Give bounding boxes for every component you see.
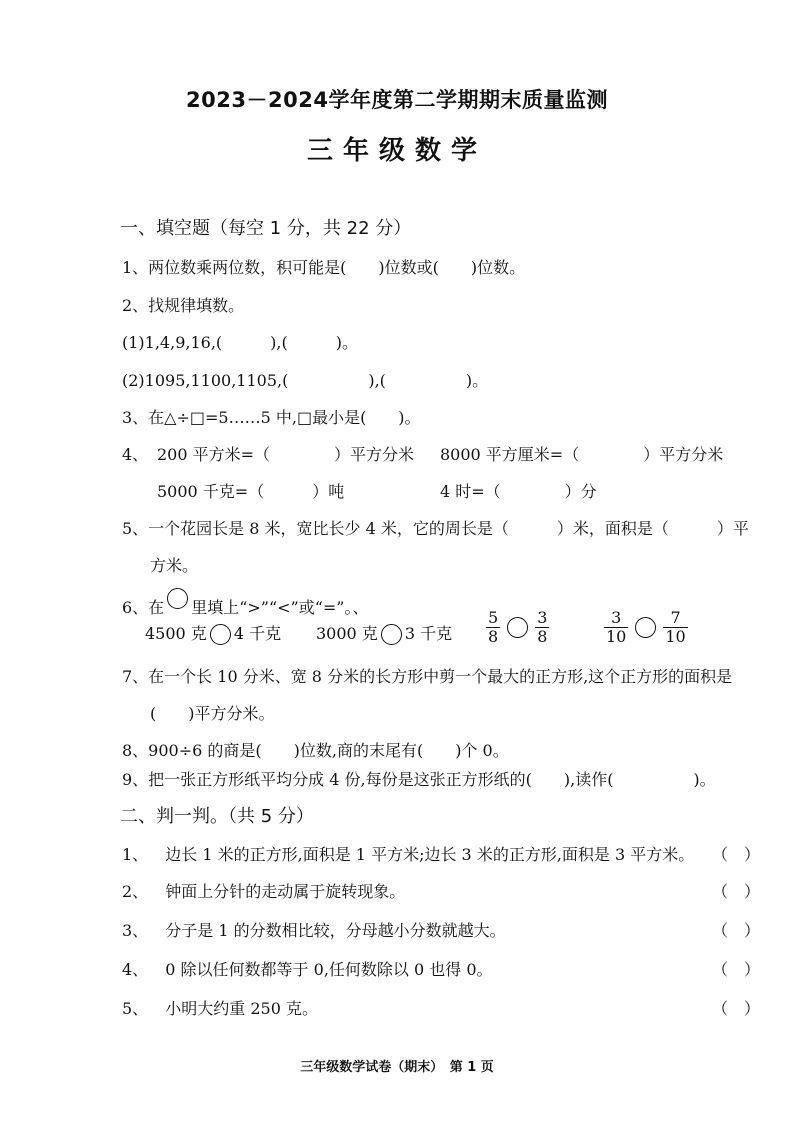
question-4-number: 4、 (122, 445, 149, 464)
compare-b-left: 3000 克 (316, 624, 378, 643)
question-6-prefix: 6、在 (122, 598, 165, 617)
exam-title: 2023－2024学年度第二学期期末质量监测 (186, 88, 608, 112)
judge-item-text: 边长 1 米的正方形,面积是 1 平方米;边长 3 米的正方形,面积是 3 平方米。 (165, 845, 695, 864)
judge-item-text: 0 除以任何数都等于 0,任何数除以 0 也得 0。 (165, 960, 493, 979)
judge-answer-paren[interactable]: （ ） (712, 845, 761, 864)
judge-item-number: 4、 (122, 960, 149, 979)
question-3: 3、在△÷□=5……5 中,□最小是( )。 (122, 408, 421, 427)
question-7-line-2: ( )平方分米。 (150, 704, 275, 723)
section2-heading: 二、判一判。（共 5 分） (120, 806, 314, 827)
judge-item-text: 分子是 1 的分数相比较，分母越小分数就越大。 (165, 921, 506, 940)
fraction-c-right (535, 609, 549, 646)
judge-item (122, 918, 506, 941)
question-5-line-2: 方米。 (150, 556, 199, 575)
question-4-time-conversion: 4 时=（ ）分 (440, 482, 597, 501)
compare-b-right: 3 千克 (404, 624, 453, 643)
question-5-line-1: 5、一个花园长是 8 米，宽比长少 4 米，它的周长是（ ）米，面积是（ ）平 (122, 519, 749, 538)
question-7-line-1: 7、在一个长 10 分米、宽 8 分米的长方形中剪一个最大的正方形,这个正方形的面积是 (122, 667, 733, 686)
question-4-area-conversion: 200 平方米=（ ）平方分米 (157, 445, 415, 464)
exam-subtitle: 三年级数学 (306, 136, 487, 166)
fraction-denominator: 10 (606, 627, 627, 646)
compare-d-circle-icon (635, 617, 656, 638)
fraction-numerator: 3 (537, 608, 548, 627)
question-6 (122, 588, 369, 618)
judge-answer-paren[interactable]: （ ） (712, 960, 761, 979)
question-2-part-1: (1)1,4,9,16,( ),( )。 (122, 333, 358, 352)
judge-answer-paren[interactable]: （ ） (712, 921, 761, 940)
question-9: 9、把一张正方形纸平均分成 4 份,每份是这张正方形纸的( ),读作( )。 (122, 770, 716, 789)
question-4-mass-conversion: 5000 千克=（ ）吨 (157, 482, 345, 501)
fraction-numerator: 5 (488, 608, 499, 627)
judge-item-number: 2、 (122, 882, 149, 901)
judge-answer-paren[interactable]: （ ） (712, 999, 761, 1018)
judge-item-number: 3、 (122, 921, 149, 940)
fraction-c-left (486, 609, 500, 646)
judge-item-text: 小明大约重 250 克。 (165, 999, 318, 1018)
question-6-instruction: 里填上“>”“<”或“=”。、 (191, 598, 369, 617)
judge-item (122, 879, 405, 902)
compare-a-left: 4500 克 (145, 624, 207, 643)
page-footer: 三年级数学试卷（期末） 第 1 页 (300, 1060, 494, 1075)
question-2-part-2: (2)1095,1100,1105,( ),( )。 (122, 371, 489, 390)
compare-item-d (600, 609, 692, 646)
section1-heading: 一、填空题（每空 1 分，共 22 分） (120, 218, 412, 239)
compare-a-circle-icon (210, 624, 231, 645)
compare-a-right: 4 千克 (233, 624, 282, 643)
compare-c-circle-icon (507, 617, 528, 638)
question-2: 2、找规律填数。 (122, 296, 245, 315)
compare-item-b (316, 621, 452, 645)
question-4-area-conversion-2: 8000 平方厘米=（ ）平方分米 (440, 445, 724, 464)
question-1: 1、两位数乘两位数，积可能是( )位数或( )位数。 (122, 258, 526, 277)
judge-item-text: 钟面上分针的走动属于旋转现象。 (165, 882, 406, 901)
fraction-d-left (604, 609, 628, 646)
question-8: 8、900÷6 的商是( )位数,商的末尾有( )个 0。 (122, 741, 509, 760)
judge-item (122, 957, 493, 980)
compare-circle-icon (167, 588, 188, 609)
judge-item-number: 1、 (122, 845, 149, 864)
fraction-numerator: 7 (663, 609, 687, 628)
judge-answer-paren[interactable]: （ ） (712, 882, 761, 901)
compare-item-a (145, 621, 281, 645)
fraction-denominator: 10 (665, 627, 686, 646)
fraction-numerator: 3 (604, 609, 628, 628)
fraction-denominator: 8 (537, 627, 548, 646)
judge-item (122, 996, 318, 1019)
compare-item-c (482, 609, 553, 646)
fraction-d-right (663, 609, 687, 646)
compare-b-circle-icon (381, 624, 402, 645)
judge-item-number: 5、 (122, 999, 149, 1018)
fraction-denominator: 8 (488, 627, 499, 646)
judge-item (122, 842, 772, 865)
